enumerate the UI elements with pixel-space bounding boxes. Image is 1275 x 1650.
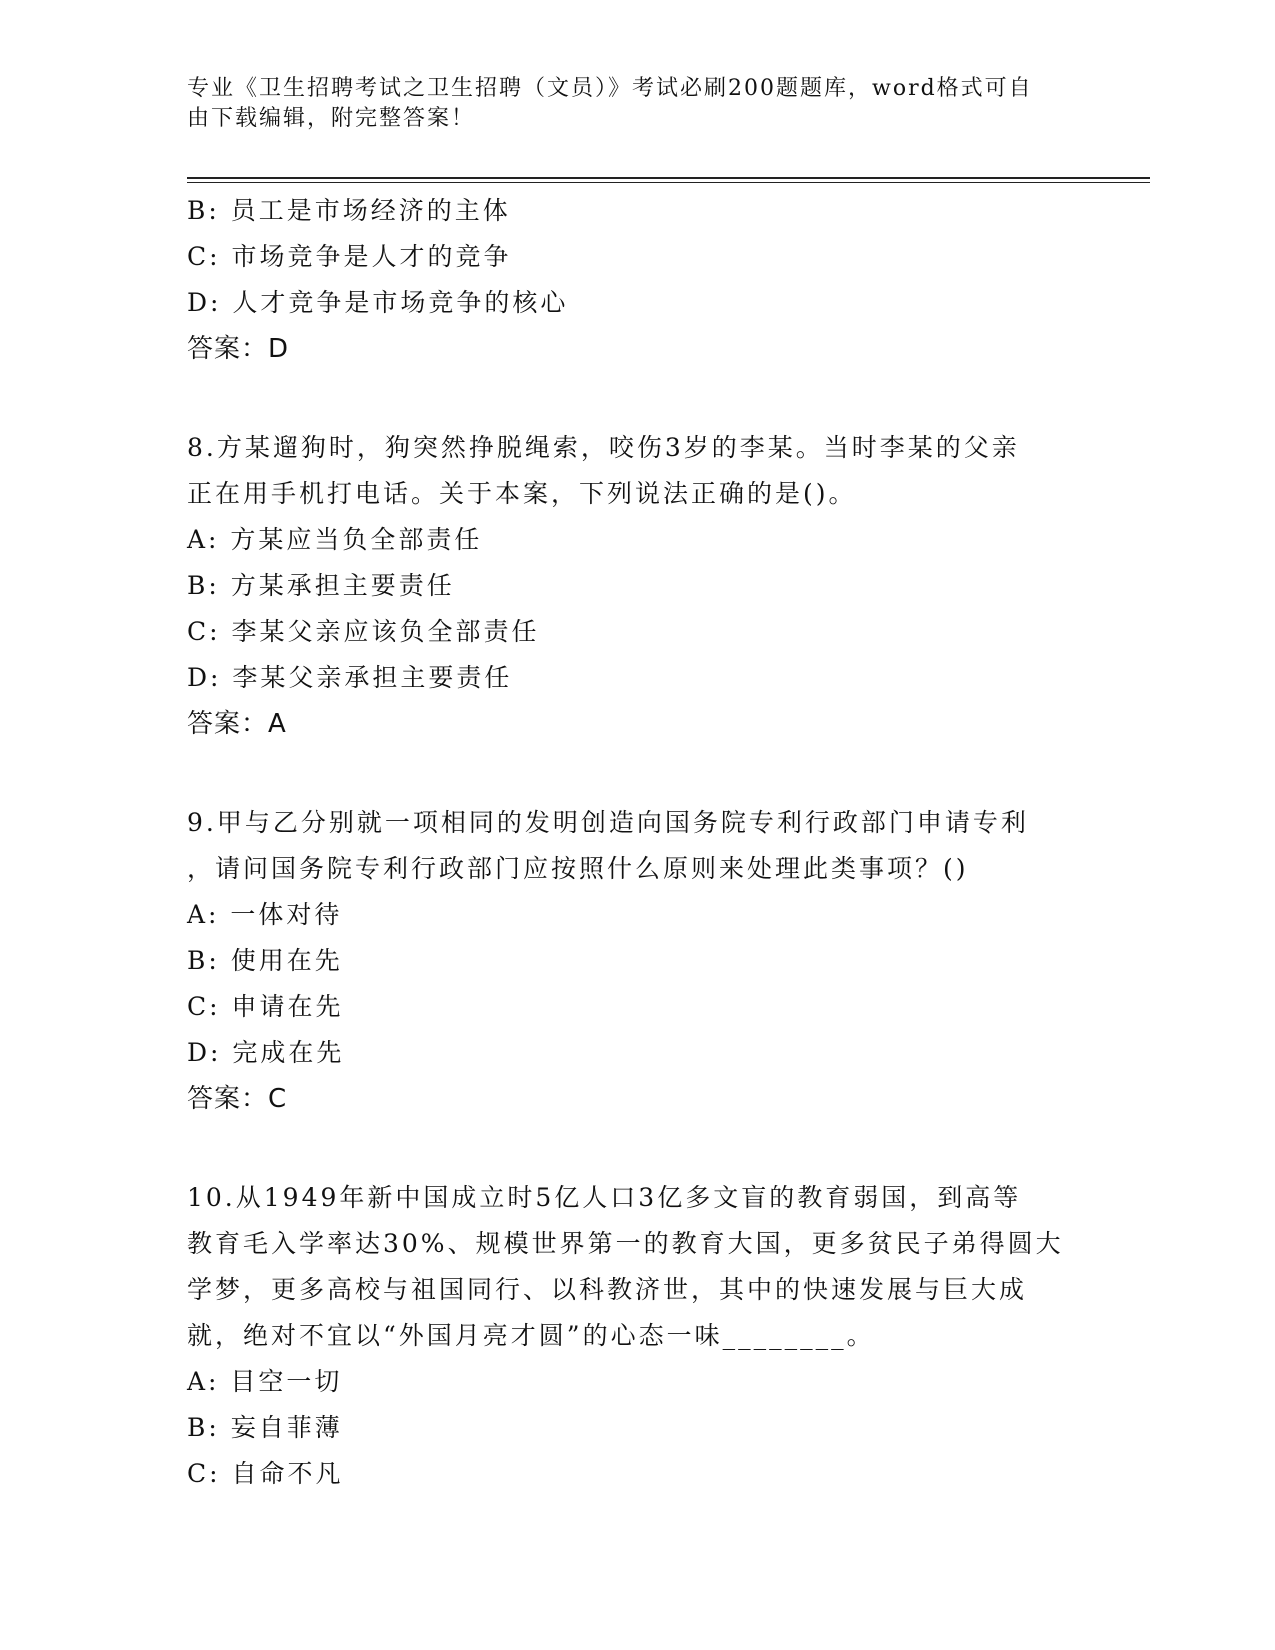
question-10 bbox=[187, 1175, 1087, 1497]
question-text-line: 正在用手机打电话。关于本案，下列说法正确的是()。 bbox=[187, 479, 857, 508]
option-c: C: 市场竞争是人才的竞争 bbox=[187, 242, 512, 271]
question-text-line: 10.从1949年新中国成立时5亿人口3亿多文盲的教育弱国，到高等 bbox=[187, 1183, 1022, 1212]
question-text-line: 8.方某遛狗时，狗突然挣脱绳索，咬伤3岁的李某。当时李某的父亲 bbox=[187, 433, 1020, 462]
question-7 bbox=[187, 188, 1087, 372]
option-b: B: 使用在先 bbox=[187, 946, 343, 975]
question-text-line: 就，绝对不宜以“外国月亮才圆”的心态一味________。 bbox=[187, 1321, 875, 1350]
answer: 答案：C bbox=[187, 1084, 288, 1114]
header-rule-thick bbox=[187, 177, 1150, 179]
spacer bbox=[187, 372, 1087, 425]
question-text-line: ，请问国务院专利行政部门应按照什么原则来处理此类事项？() bbox=[187, 854, 969, 883]
option-b: B: 妄自菲薄 bbox=[187, 1413, 343, 1442]
question-text-line: 学梦，更多高校与祖国同行、以科教济世，其中的快速发展与巨大成 bbox=[187, 1275, 1028, 1304]
header-rule-thin bbox=[187, 182, 1150, 183]
document-header bbox=[187, 74, 1067, 134]
header-line-2: 由下载编辑，附完整答案！ bbox=[187, 106, 476, 131]
header-line-1: 专业《卫生招聘考试之卫生招聘（文员）》考试必刷200题题库，word格式可自 bbox=[187, 76, 1033, 101]
answer: 答案：A bbox=[187, 709, 287, 739]
answer: 答案：D bbox=[187, 334, 290, 364]
question-8 bbox=[187, 425, 1087, 747]
option-c: C: 申请在先 bbox=[187, 992, 344, 1021]
option-d: D: 李某父亲承担主要责任 bbox=[187, 663, 513, 692]
spacer bbox=[187, 1122, 1087, 1175]
question-9 bbox=[187, 800, 1087, 1122]
question-text-line: 教育毛入学率达30%、规模世界第一的教育大国，更多贫民子弟得圆大 bbox=[187, 1229, 1064, 1258]
option-a: A: 方某应当负全部责任 bbox=[187, 525, 483, 554]
option-d: D: 完成在先 bbox=[187, 1038, 345, 1067]
option-b: B: 方某承担主要责任 bbox=[187, 571, 455, 600]
option-a: A: 目空一切 bbox=[187, 1367, 343, 1396]
option-b: B: 员工是市场经济的主体 bbox=[187, 196, 511, 225]
option-d: D: 人才竞争是市场竞争的核心 bbox=[187, 288, 569, 317]
question-list bbox=[187, 188, 1087, 1497]
spacer bbox=[187, 747, 1087, 800]
option-c: C: 自命不凡 bbox=[187, 1459, 344, 1488]
question-text-line: 9.甲与乙分别就一项相同的发明创造向国务院专利行政部门申请专利 bbox=[187, 808, 1029, 837]
option-a: A: 一体对待 bbox=[187, 900, 343, 929]
option-c: C: 李某父亲应该负全部责任 bbox=[187, 617, 540, 646]
